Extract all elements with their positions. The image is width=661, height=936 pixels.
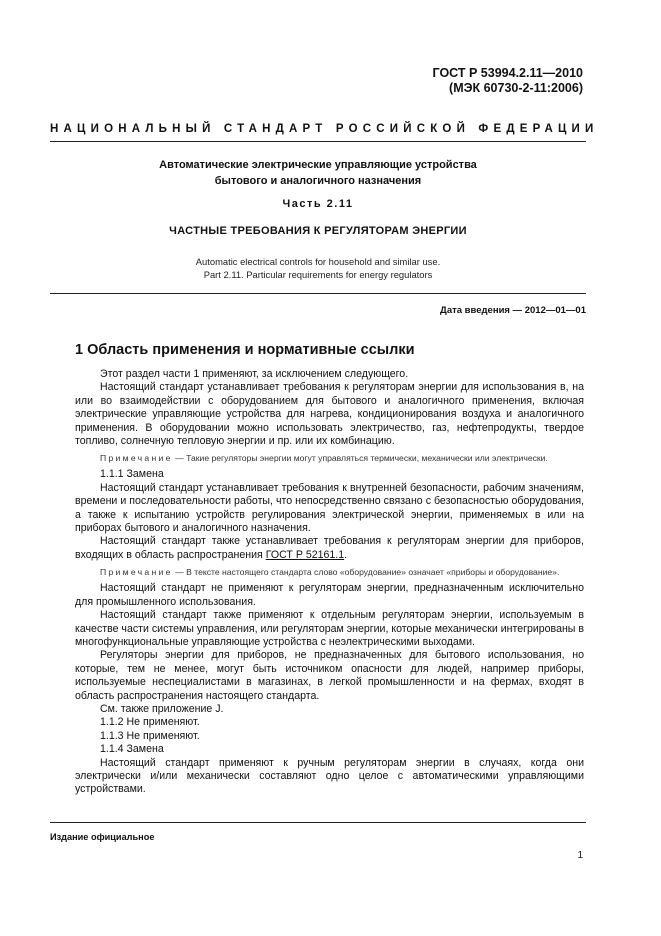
title-line-2: бытового и аналогичного назначения — [214, 175, 422, 187]
clause-number: 1.1.1 Замена — [100, 468, 164, 481]
paragraph: См. также приложение J. — [100, 702, 224, 715]
section-heading: 1 Область применения и нормативные ссылки — [75, 342, 415, 358]
footer-divider — [50, 822, 586, 823]
section-body — [75, 368, 584, 797]
english-title — [50, 255, 586, 281]
official-edition-label: Издание официальное — [50, 832, 155, 842]
paragraph: Этот раздел части 1 применяют, за исключением следующего. — [100, 368, 409, 380]
english-title-line-1: Automatic electrical controls for household and similar use. — [195, 256, 441, 267]
clause-number: 1.1.3 Не применяют. — [100, 729, 200, 742]
title-line-1: Автоматические электрические управляющие устройства — [159, 159, 477, 171]
part-label: Часть 2.11 — [282, 198, 354, 210]
clause-number: 1.1.2 Не применяют. — [100, 716, 200, 729]
paragraph: Регуляторы энергии для приборов, не предназначенных для бытового использования, но которые, тем не менее, могут быть источником опасности для людей, например приборы, используемые неспециалистами в магазинах, в легкой промышленности и на фермах, входят в область распространения настоящего стандарта. — [75, 649, 584, 702]
note-label: Примечание — [100, 567, 173, 578]
introduction-date: Дата введения — 2012—01—01 — [440, 305, 586, 316]
paragraph: Настоящий стандарт применяют к ручным регуляторам энергии в случаях, когда они электрически и/или механически составляют одно целое с автоматическими управляющими устройствами. — [75, 756, 584, 796]
note — [75, 452, 584, 464]
note-text: — Такие регуляторы энергии могут управляться термически, механически или электрически. — [172, 453, 548, 464]
national-standard-banner: НАЦИОНАЛЬНЫЙ СТАНДАРТ РОССИЙСКОЙ ФЕДЕРАЦИИ — [50, 123, 599, 135]
paragraph: Настоящий стандарт также применяют к отдельным регуляторам энергии, используемым в качестве части системы управления, или регуляторам энергии, которые механически интегрированы в многофункциональные управляющие устройства с неэлектрическими выходами. — [75, 609, 584, 648]
standard-number: ГОСТ Р 53994.2.11—2010 — [432, 66, 583, 80]
clause-number: 1.1.4 Замена — [100, 743, 164, 756]
paragraph: Настоящий стандарт не применяют к регуляторам энергии, предназначенным исключительно для промышленного использования. — [75, 582, 584, 608]
document-subtitle: ЧАСТНЫЕ ТРЕБОВАНИЯ К РЕГУЛЯТОРАМ ЭНЕРГИИ — [169, 225, 467, 237]
gost-reference-link[interactable]: ГОСТ Р 52161.1 — [265, 548, 345, 561]
english-title-line-2: Part 2.11. Particular requirements for energy regulators — [203, 269, 433, 280]
document-title — [50, 157, 586, 189]
note-text: — В тексте настоящего стандарта слово «оборудование» означает «приборы и оборудование». — [172, 567, 560, 578]
paragraph — [75, 535, 584, 562]
header-divider — [50, 141, 586, 142]
paragraph-text: . — [344, 548, 348, 561]
page-number: 1 — [577, 850, 583, 861]
iec-number: (МЭК 60730-2-11:2006) — [449, 81, 583, 95]
note-label: Примечание — [100, 453, 173, 464]
title-divider — [50, 293, 586, 294]
paragraph: Настоящий стандарт устанавливает требования к внутренней безопасности, рабочим значениям, времени и последовательности работы, что непосредственно связано с безопасностью оборудования, а также к испытанию устройств регулирования электрической энергии, применяемых в или на приборах бытового и аналогичного назначения. — [75, 481, 584, 535]
paragraph: Настоящий стандарт устанавливает требования к регуляторам энергии для использования в, на или во взаимодействии с оборудованием для бытового и аналогичного применения, включая электрические управляющие устройства для нагрева, кондиционирования воздуха и аналогичного применения. В оборудовании можно использовать электричество, газ, нефтепродукты, твердое топливо, солнечную тепловую энергии и пр. или их комбинацию. — [75, 381, 584, 448]
standard-number-block — [433, 66, 583, 96]
paragraph-text: Настоящий стандарт также устанавливает требования к регуляторам энергии для приборов, входящих в область распространения — [75, 535, 584, 561]
note — [75, 566, 584, 578]
